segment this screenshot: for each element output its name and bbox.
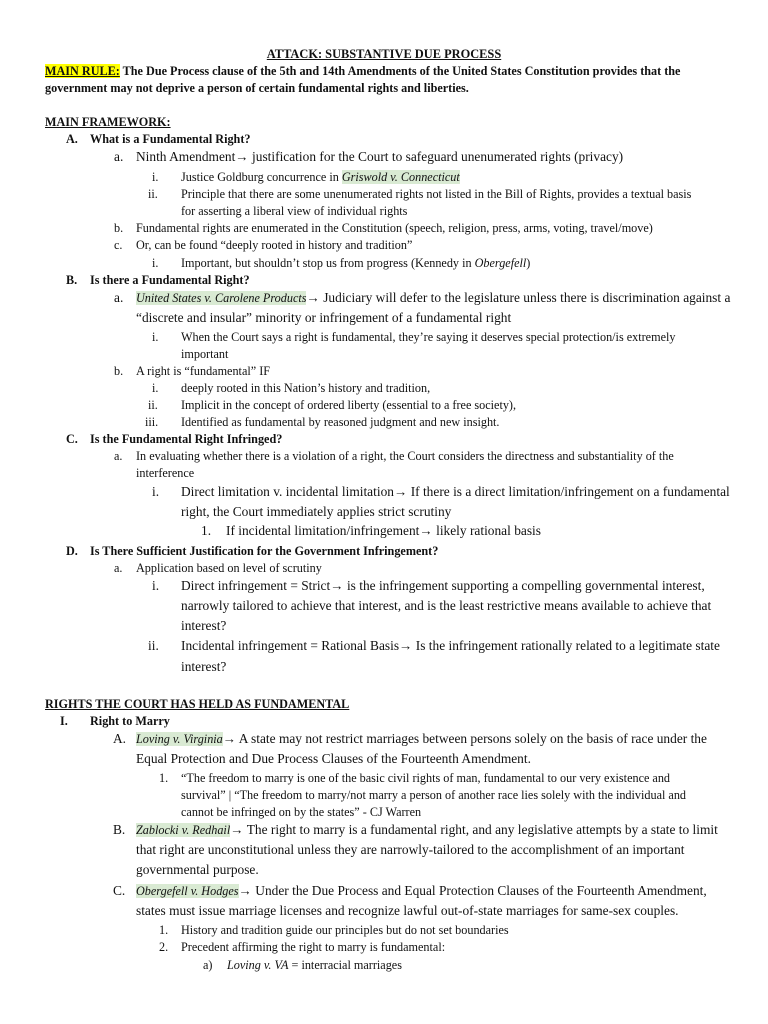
rights-heading: RIGHTS THE COURT HAS HELD AS FUNDAMENTAL — [45, 697, 350, 711]
section-I-title: Right to Marry — [90, 714, 170, 728]
A-a-text: Ninth Amendment→ justification for the Court to safeguard unenumerated rights (privacy) — [136, 149, 624, 164]
I-A-marker: A. — [113, 731, 127, 746]
D-a-ii-line-2: interest? — [181, 659, 227, 674]
A-a-marker: a. — [114, 149, 124, 164]
section-B-title: Is there a Fundamental Right? — [90, 273, 250, 287]
B-b-iii-text: Identified as fundamental by reasoned judgment and new insight. — [181, 415, 500, 429]
C-a-line-1: In evaluating whether there is a violation of a right, the Court considers the directness and substantiality of the — [136, 449, 674, 463]
I-C-2-a-post: = interracial marriages — [288, 958, 402, 972]
B-b-text: A right is “fundamental” IF — [136, 364, 271, 378]
section-A-title: What is a Fundamental Right? — [90, 132, 251, 146]
I-B-text-1: → The right to marry is a fundamental right, and any legislative attempts by a state to limit — [230, 822, 718, 837]
A-c-text: Or, can be found “deeply rooted in history and tradition” — [136, 238, 413, 252]
I-A-text-1: → A state may not restrict marriages between persons solely on the basis of race under the — [222, 731, 707, 746]
A-b-marker: b. — [114, 221, 124, 235]
I-C-text-1: → Under the Due Process and Equal Protection Clauses of the Fourteenth Amendment, — [238, 883, 707, 898]
case-carolene-products: United States v. Carolene Products — [136, 291, 307, 305]
I-C-2-text: Precedent affirming the right to marry is fundamental: — [181, 940, 446, 954]
I-B-line-3: governmental purpose. — [136, 862, 259, 877]
I-C-2-a-marker: a) — [203, 958, 213, 972]
I-A-line-2: Equal Protection and Due Process Clauses of the Fourteenth Amendment. — [136, 751, 531, 766]
D-a-marker: a. — [114, 561, 123, 575]
I-A-1-line-3: cannot be infringed on by the states” - CJ Warren — [181, 805, 422, 819]
section-C-marker: C. — [66, 432, 78, 446]
B-a-line-2: “discrete and insular” minority or infringement of a fundamental right — [136, 310, 512, 325]
C-a-line-2: interference — [136, 466, 195, 480]
I-B-marker: B. — [113, 822, 126, 837]
D-a-i-line-1: Direct infringement = Strict→ is the infringement supporting a compelling governmental interest, — [181, 578, 705, 593]
B-a-i-line-1: When the Court says a right is fundamental, they’re saying it deserves special protection/is extremely — [181, 330, 676, 344]
case-loving-v-va: Loving v. VA — [227, 958, 289, 972]
B-a-line-1 — [136, 288, 730, 308]
I-C-2-marker: 2. — [159, 940, 169, 954]
A-a-i-marker: i. — [152, 170, 159, 184]
C-a-i-line-1: Direct limitation v. incidental limitation→ If there is a direct limitation/infringement on a fundamental — [181, 484, 730, 499]
I-C-1-marker: 1. — [159, 923, 169, 937]
section-D-marker: D. — [66, 544, 78, 558]
main-rule-label: MAIN RULE: — [45, 64, 120, 78]
A-a-ii-marker: ii. — [148, 187, 158, 201]
A-b-text: Fundamental rights are enumerated in the Constitution (speech, religion, press, arms, voting, travel/move) — [136, 221, 653, 235]
C-a-marker: a. — [114, 449, 123, 463]
D-a-i-line-2: narrowly tailored to achieve that interest, and is the least restrictive means available to achieve that — [181, 598, 712, 613]
D-a-i-line-3: interest? — [181, 618, 227, 633]
I-A-line-1 — [136, 729, 707, 749]
C-a-i-1-text: If incidental limitation/infringement→ likely rational basis — [226, 523, 541, 538]
D-a-ii-line-1: Incidental infringement = Rational Basis→ Is the infringement rationally related to a legitimate state — [181, 638, 720, 653]
I-A-1-line-2: survival” | “The freedom to marry/not marry a person of another race lies solely with the individual and — [181, 788, 687, 802]
D-a-ii-marker: ii. — [148, 638, 159, 653]
case-loving-v-virginia: Loving v. Virginia — [136, 732, 223, 746]
A-c-i-post: ) — [526, 256, 531, 270]
B-b-i-text: deeply rooted in this Nation’s history and tradition, — [181, 381, 431, 395]
section-B-marker: B. — [66, 273, 78, 287]
D-a-text: Application based on level of scrutiny — [136, 561, 322, 575]
B-a-i-line-2: important — [181, 347, 229, 361]
I-C-2-a-text — [227, 957, 402, 973]
B-b-ii-marker: ii. — [148, 398, 158, 412]
C-a-i-marker: i. — [152, 484, 160, 499]
I-A-1-marker: 1. — [159, 771, 169, 785]
C-a-i-1-marker: 1. — [201, 523, 212, 538]
I-C-line-2: states must issue marriage licenses and recognize lawful out-of-state marriages for same-sex couples. — [136, 903, 679, 918]
B-b-ii-text: Implicit in the concept of ordered liberty (essential to a free society), — [181, 398, 517, 412]
main-rule-line-1 — [45, 63, 680, 79]
B-a-text-1: → Judiciary will defer to the legislature unless there is discrimination against a — [306, 290, 731, 305]
section-A-marker: A. — [66, 132, 78, 146]
A-a-i-pre: Justice Goldburg concurrence in — [181, 170, 342, 184]
A-a-i-text — [181, 169, 460, 185]
I-A-1-line-1: “The freedom to marry is one of the basic civil rights of man, fundamental to our very existence and — [181, 771, 671, 785]
B-a-marker: a. — [114, 290, 124, 305]
case-obergefell-short: Obergefell — [474, 256, 527, 270]
main-rule-text-1: The Due Process clause of the 5th and 14th Amendments of the United States Constitution provides that the — [119, 64, 681, 78]
main-rule-text-2: government may not deprive a person of certain fundamental rights and liberties. — [45, 81, 469, 95]
A-c-i-marker: i. — [152, 256, 159, 270]
section-C-title: Is the Fundamental Right Infringed? — [90, 432, 283, 446]
A-a-ii-line-2: for asserting a liberal view of individual rights — [181, 204, 408, 218]
I-C-marker: C. — [113, 883, 126, 898]
B-b-iii-marker: iii. — [145, 415, 159, 429]
case-obergefell-v-hodges: Obergefell v. Hodges — [136, 884, 239, 898]
I-B-line-1 — [136, 820, 718, 840]
I-C-line-1 — [136, 881, 707, 901]
A-c-marker: c. — [114, 238, 123, 252]
C-a-i-line-2: right, the Court immediately applies strict scrutiny — [181, 504, 452, 519]
D-a-i-marker: i. — [152, 578, 160, 593]
B-b-marker: b. — [114, 364, 124, 378]
case-griswold: Griswold v. Connecticut — [341, 170, 460, 184]
A-c-i-text — [181, 255, 530, 271]
section-I-marker: I. — [60, 714, 68, 728]
document-title: ATTACK: SUBSTANTIVE DUE PROCESS — [266, 47, 502, 61]
A-c-i-pre: Important, but shouldn’t stop us from progress (Kennedy in — [181, 256, 475, 270]
B-b-i-marker: i. — [152, 381, 159, 395]
A-a-ii-line-1: Principle that there are some unenumerated rights not listed in the Bill of Rights, provides a textual basis — [181, 187, 692, 201]
B-a-i-marker: i. — [152, 330, 159, 344]
I-B-line-2: that right are unconstitutional unless they are narrowly-tailored to the accomplishment of an important — [136, 842, 685, 857]
main-framework-heading: MAIN FRAMEWORK: — [45, 115, 171, 129]
case-zablocki-v-redhail: Zablocki v. Redhail — [136, 823, 231, 837]
section-D-title: Is There Sufficient Justification for the Government Infringement? — [90, 544, 439, 558]
I-C-1-text: History and tradition guide our principles but do not set boundaries — [181, 923, 509, 937]
